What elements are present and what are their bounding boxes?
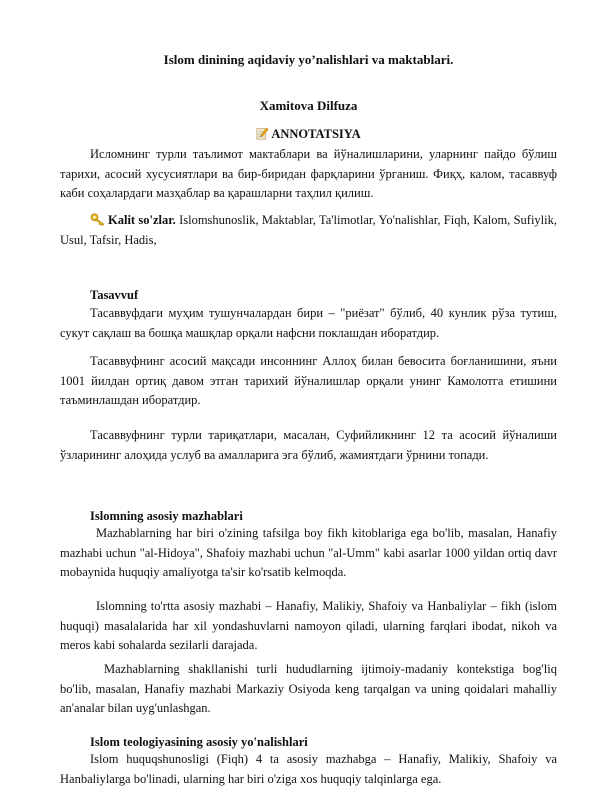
annotation-heading — [60, 127, 557, 142]
memo-pencil-icon — [256, 127, 269, 140]
document-title: Islom dinining aqidaviy yo’nalishlari va maktablari. — [163, 52, 454, 67]
document-author: Xamitova Dilfuza — [259, 98, 358, 113]
keywords-label: Kalit so'zlar. — [108, 213, 176, 227]
tasavvuf-paragraph-2: Тасаввуфнинг асосий мақсади инсоннинг Аллоҳ билан бевосита боғланишини, яъни 1001 йилдан ортиқ давом этган тарихий йўналишлар орқали унинг Камолотга етишини таъминлашдан иборатдир. — [60, 354, 557, 407]
mazhablar-paragraph-1: Mazhablarning har biri o'zining tafsilga boy fikh kitoblariga ega bo'lib, masalan, Hanafiy mazhabi uchun "al-Hidoya", Shafoiy mazhabi uchun "al-Umm" kabi asarlar 1000 yildan ortiq davr mobaynida huquqiy amaliyotga ta'sir ko'rsatib kelmoqda. — [60, 526, 557, 579]
keywords-paragraph — [60, 211, 557, 250]
keywords-list: Islomshunoslik, Maktablar, Ta'limotlar, Yo'nalishlar, Fiqh, Kalom, Sufiylik, Usul, Tafsir, Hadis, — [60, 213, 557, 247]
key-icon — [90, 212, 106, 226]
tasavvuf-paragraph-3: Тасаввуфнинг турли тариқатлари, масалан, Суфийликнинг 12 та асосий йўналиши ўзларининг алоҳида услуб ва амалларига эга бўлиб, жамиятдаги ўрнини топади. — [60, 428, 557, 462]
teologiya-paragraph-1: Islom huquqshunosligi (Fiqh) 4 ta asosiy mazhabga – Hanafiy, Malikiy, Shafoiy va Hanbaliylarga bo'linadi, ularning har biri o'ziga xos huquqiy talqinlarga ega. — [60, 752, 557, 786]
annotation-paragraph: Исломнинг турли таълимот мактаблари ва йўналишларини, уларнинг пайдо бўлиш тарихи, асосий хусусиятлари ва бир-биридан фарқларини ўрганиш. Фиқҳ, калом, тасаввуф каби соҳалардаги мазҳаблар ва қарашларни таҳлил қилиш. — [60, 147, 557, 200]
mazhablar-paragraph-3: Mazhablarning shakllanishi turli hududlarning ijtimoiy-madaniy kontekstiga bog'liq bo'lib, masalan, Hanafiy mazhabi Markaziy Osiyoda keng tarqalgan va uning qoidalari mahalliy an'analar bilan uyg'unlashgan. — [60, 662, 557, 715]
section-heading-tasavvuf: Tasavvuf — [90, 288, 139, 302]
annotation-heading-text: ANNOTATSIYA — [271, 127, 361, 141]
section-heading-teologiya: Islom teologiyasining asosiy yo'nalishlari — [90, 735, 308, 749]
mazhablar-paragraph-2: Islomning to'rtta asosiy mazhabi – Hanafiy, Malikiy, Shafoiy va Hanbaliylar – fikh (islom huquqi) masalalarida har xil yondashuvlarni namoyon qiladi, ularning farqlari ibodat, nikoh va meros kabi sohalarda sezilarli darajada. — [60, 599, 557, 652]
section-heading-mazhablar: Islomning asosiy mazhablari — [90, 509, 243, 523]
tasavvuf-paragraph-1: Тасаввуфдаги муҳим тушунчалардан бири – "риёзат" бўлиб, 40 кунлик рўза тутиш, сукут сақлаш ва бошқа машқлар орқали нафсни поклашдан иборатдир. — [60, 306, 557, 340]
